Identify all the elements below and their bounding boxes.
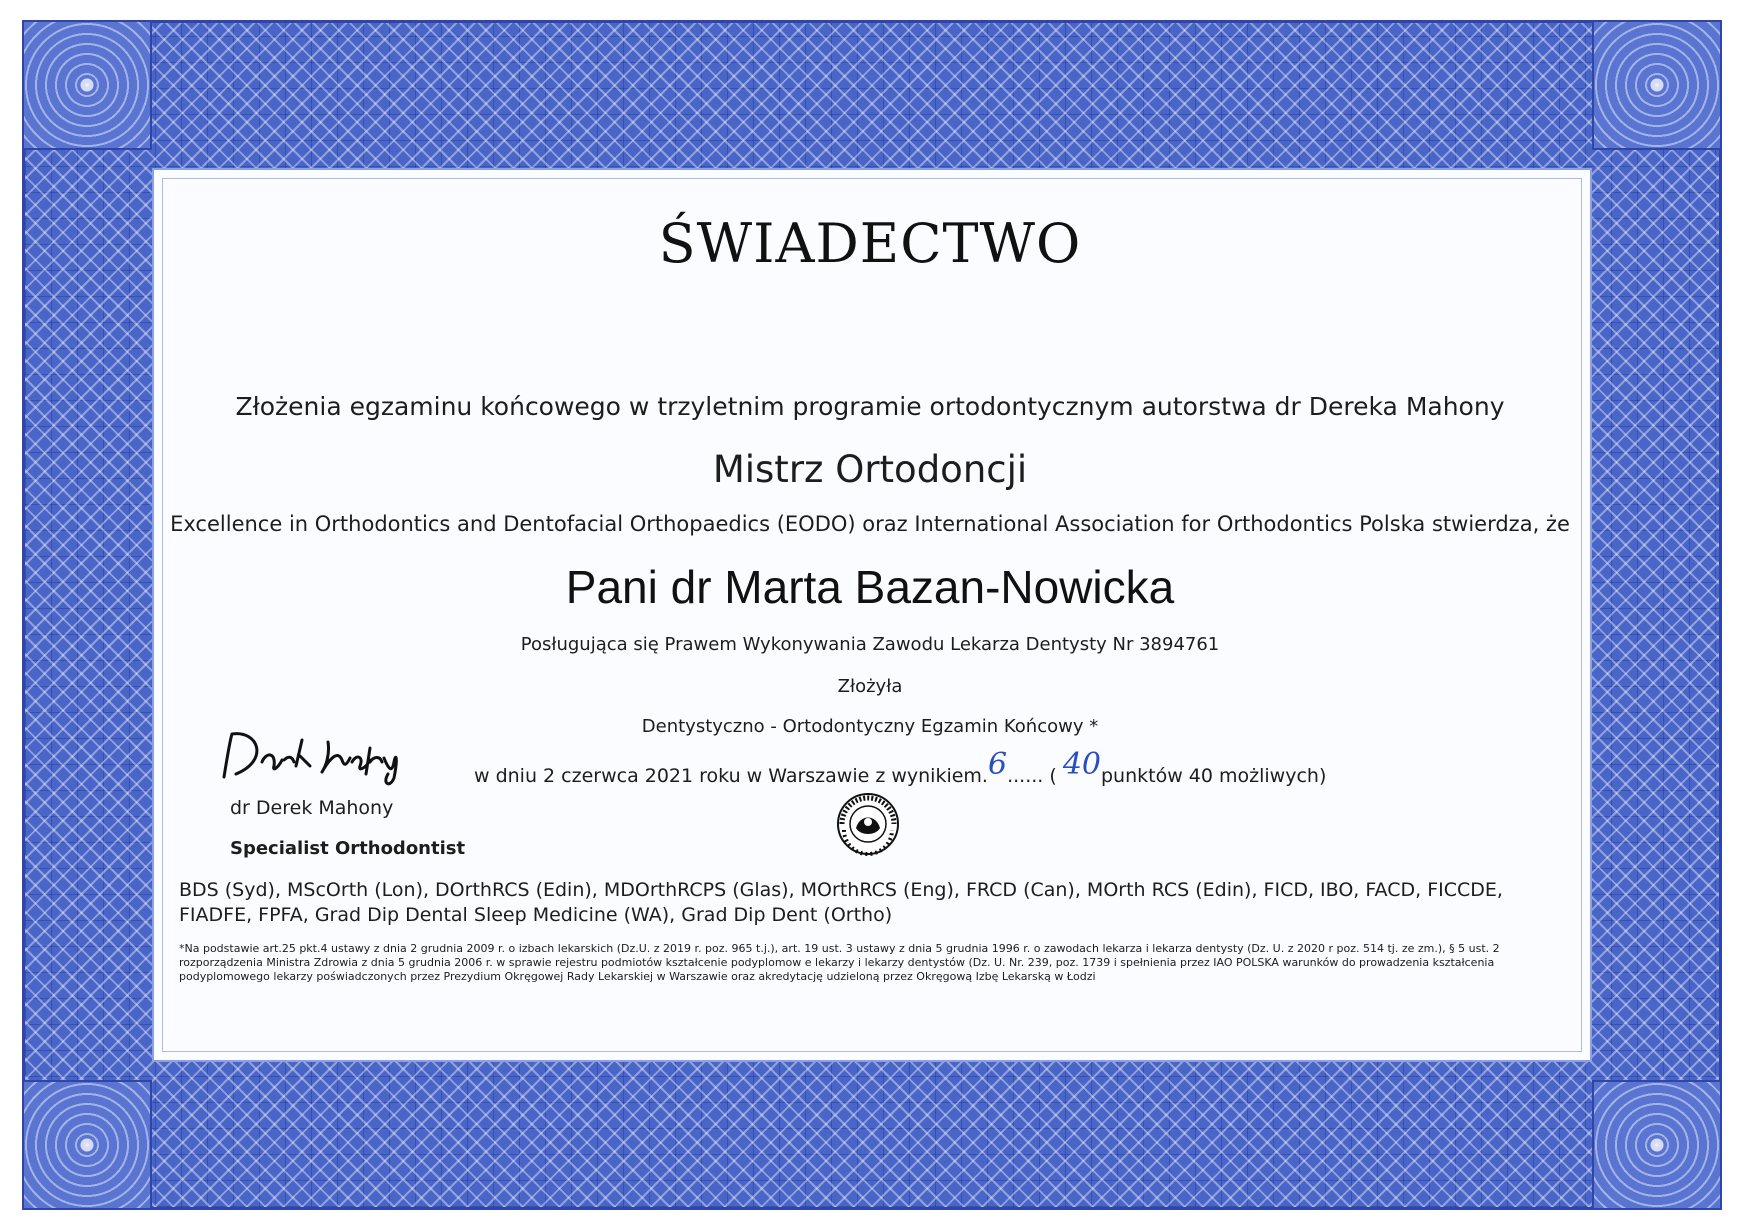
signatory-title: Specialist Orthodontist: [230, 838, 466, 859]
passed-label: Złożyła: [837, 676, 903, 697]
issuer-line: Excellence in Orthodontics and Dentofacial Orthopaedics (EODO) oraz International Association for Orthodontics Polska stwierdza, że: [170, 512, 1570, 536]
result-suffix: punktów 40 możliwych): [1101, 765, 1327, 787]
program-title: Mistrz Ortodoncji: [712, 448, 1028, 491]
signature-image: [218, 722, 418, 792]
recipient-name: Pani dr Marta Bazan-Nowicka: [565, 561, 1175, 613]
result-dots: ...... (: [1007, 765, 1063, 787]
legal-footnote: *Na podstawie art.25 pkt.4 ustawy z dnia 2 grudnia 2009 r. o izbach lekarskich (Dz.U. z 2019 r. poz. 965 t.j.), art. 19 ust. 3 ustawy z dnia 5 grudnia 1996 r. o zawodach lekarza i lekarza dentysty (Dz. U. z 2020 r poz. 514 tj. ze zm.), § 5 ust. 2 rozporządzenia Ministra Zdrowia z dnia 5 grudnia 2006 r. w sprawie rejestru podmiotów kształcenie podyplomow e lekarzy i lekarzy dentystów (Dz. U. Nr. 239, poz. 1739 i spełnienia przez IAO POLSKA warunków do prowadzenia kształcenia podyplomowego lekarzy poświadczonych przez Prezydium Okręgowej Rady Lekarskiej w Warszawie oraz akredytację udzieloną przez Okręgową Izbę Lekarską w Łodzi: [179, 942, 1500, 983]
qualifications: BDS (Syd), MScOrth (Lon), DOrthRCS (Edin), MDOrthRCPS (Glas), MOrthRCS (Eng), FRCD (Can), MOrth RCS (Edin), FICD, IBO, FACD, FICCDE, FIADFE, FPFA, Grad Dip Dental Sleep Medicine (WA), Grad Dip Dent (Ortho): [179, 879, 1503, 926]
handwritten-points: 40: [1062, 747, 1101, 782]
license-line: Posługująca się Prawem Wykonywania Zawodu Lekarza Dentysty Nr 3894761: [520, 634, 1220, 655]
handwritten-grade: 6: [987, 747, 1008, 782]
certificate-subtitle: Złożenia egzaminu końcowego w trzyletnim programie ortodontycznym autorstwa dr Dereka Mahony: [235, 392, 1505, 421]
exam-name: Dentystyczno - Ortodontyczny Egzamin Końcowy *: [641, 716, 1099, 737]
result-prefix: w dniu 2 czerwca 2021 roku w Warszawie z wynikiem.: [474, 765, 988, 787]
result-line: [474, 747, 1327, 790]
seal-emblem: [836, 792, 900, 856]
signatory-name: dr Derek Mahony: [230, 797, 394, 819]
certificate-title: ŚWIADECTWO: [658, 212, 1082, 275]
